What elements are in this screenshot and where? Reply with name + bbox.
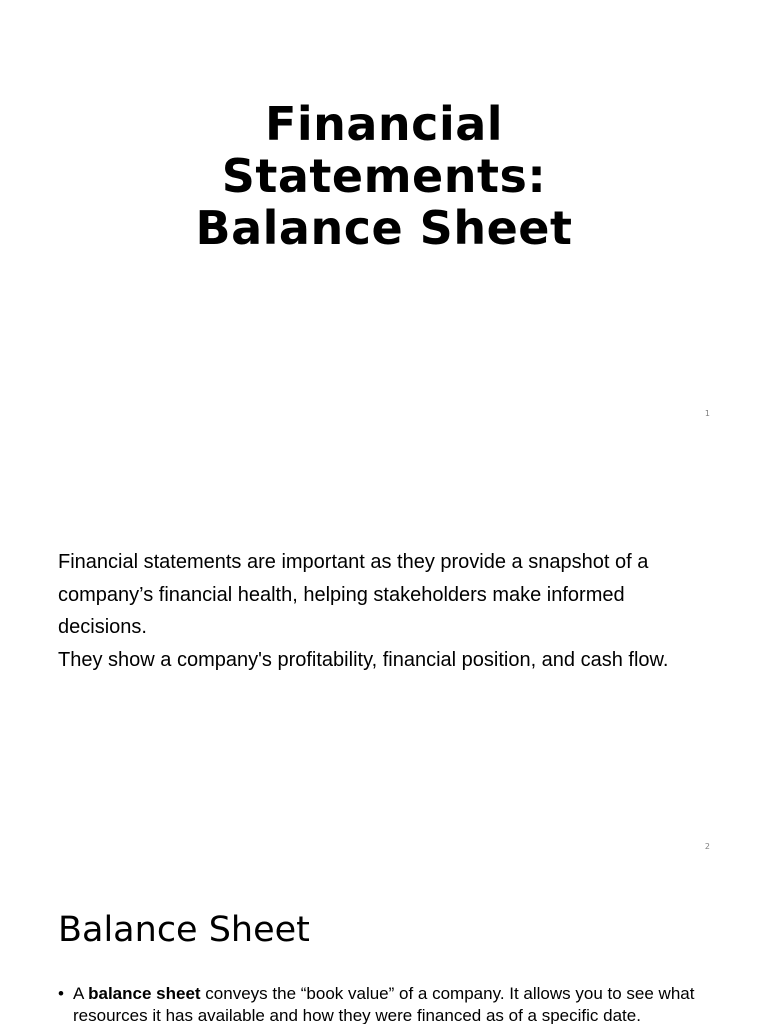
bullet-lead: A	[73, 984, 89, 1003]
slide-2	[0, 433, 768, 866]
slide-title	[0, 98, 768, 254]
bullet-bold-term: balance sheet	[88, 984, 201, 1003]
bullet-dot-icon: •	[58, 984, 64, 1003]
title-line-1: Financial	[264, 97, 504, 151]
slide-3	[0, 866, 768, 1024]
body-text	[58, 546, 718, 676]
slide-1	[0, 0, 768, 433]
body-paragraph-2: They show a company's profitability, financial position, and cash flow.	[58, 648, 669, 671]
bullet-rest: conveys the “book value” of a company. It allows you to see what resources it has available and how they were financed as of a specific date.	[73, 984, 695, 1024]
title-line-3: Balance Sheet	[195, 201, 573, 255]
section-heading: Balance Sheet	[58, 910, 310, 950]
slide-number: 1	[704, 409, 710, 418]
body-paragraph-1: Financial statements are important as they provide a snapshot of a company’s financial health, helping stakeholders make informed decisions.	[58, 551, 649, 638]
title-line-2: Statements:	[221, 149, 547, 203]
bullet-list	[58, 983, 718, 1024]
slide-number: 2	[704, 842, 710, 851]
bullet-item	[58, 983, 718, 1024]
